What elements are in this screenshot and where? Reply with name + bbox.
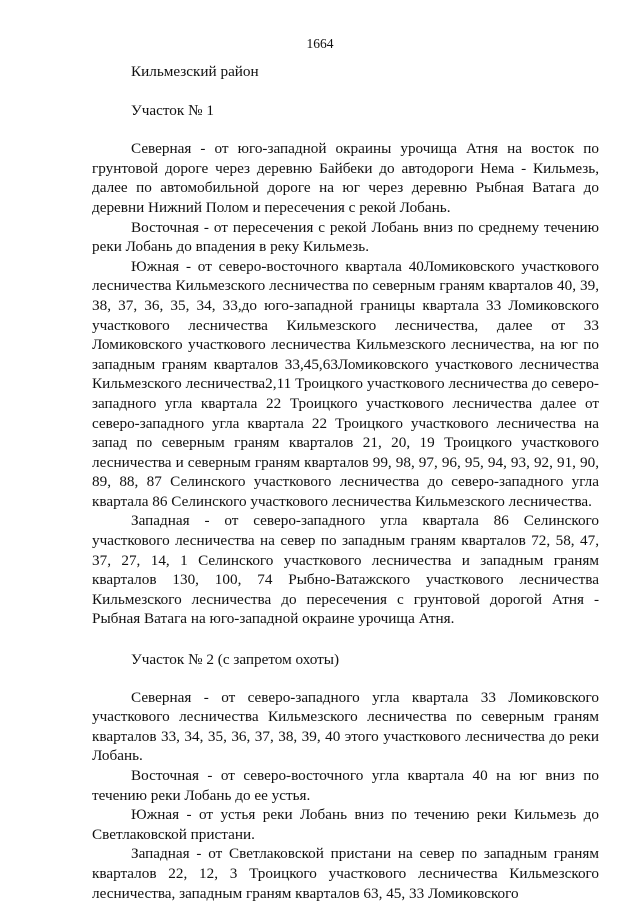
section-2-body	[92, 688, 599, 904]
section-1-west-boundary: Западная - от северо-западного угла квартала 86 Селинского участкового лесничества на север по западным граням кварталов 72, 58, 47, 37, 27, 14, 1 Селинского участкового лесничества и западным граням кварталов 130, 100, 74 Рыбно-Ватажского участкового лесничества Кильмезского лесничества до пересечения с грунтовой дорогой Атня - Рыбная Ватага на юго-западной окраине урочища Атня.	[92, 512, 599, 628]
section-2-title: Участок № 2 (с запретом охоты)	[131, 651, 340, 669]
section-2-north-boundary: Северная - от северо-западного угла квартала 33 Ломиковского участкового лесничества Кильмезского лесничества по северным граням кварталов 33, 34, 35, 36, 37, 38, 39, 40 этого участкового лесничества до реки Лобань.	[92, 688, 599, 765]
section-1-east-boundary: Восточная - от пересечения с рекой Лобань вниз по среднему течению реки Лобань до впадения в реку Кильмезь.	[92, 218, 599, 256]
document-body	[92, 36, 599, 903]
section-2-south-boundary: Южная - от устья реки Лобань вниз по течению реки Кильмезь до Светлаковской пристани.	[92, 806, 599, 843]
section-2-east-boundary: Восточная - от северо-восточного угла квартала 40 на юг вниз по течению реки Лобань до ее устья.	[92, 767, 599, 804]
page-number: 1664	[306, 36, 334, 51]
district-heading: Кильмезский район	[131, 63, 259, 80]
section-2-west-boundary: Западная - от Светлаковской пристани на север по западным граням кварталов 22, 12, 3 Троицкого участкового лесничества Кильмезского лесничества, западным граням кварталов 63, 45, 33 Ломиковского	[92, 845, 599, 902]
section-1-north-boundary: Северная - от юго-западной окраины урочища Атня на восток по грунтовой дороге через деревню Байбеки до автодороги Нема - Кильмезь, далее по автомобильной дороге на юг через деревню Рыбная Ватага до деревни Нижний Полом и пересечения с рекой Лобань.	[92, 140, 599, 216]
section-1-title: Участок № 1	[131, 101, 214, 119]
section-1-south-boundary: Южная - от северо-восточного квартала 40Ломиковского участкового лесничества Кильмезского лесничества по северным граням кварталов 40, 39, 38, 37, 36, 35, 34, 33,до юго-западной границы квартала 33 Ломиковского участкового лесничества Кильмезского лесничества, далее от 33 Ломиковского участкового лесничества Кильмезского лесничества, на юг по западным граням кварталов 33,45,63Ломиковского участкового лесничества Кильмезского лесничества2,11 Троицкого участкового лесничества до северо-западного угла квартала 22 Троицкого участкового лесничества далее от северо-западного угла квартала 22 Троицкого участкового лесничества на запад по северным граням кварталов 21, 20, 19 Троицкого участкового лесничества и северным граням кварталов 99, 98, 97, 96, 95, 94, 93, 92, 91, 90, 89, 88, 87 Селинского участкового лесничества до северо-западного угла квартала 86 Селинского участкового лесничества Кильмезского лесничества.	[92, 257, 599, 510]
section-1-body	[92, 139, 599, 629]
